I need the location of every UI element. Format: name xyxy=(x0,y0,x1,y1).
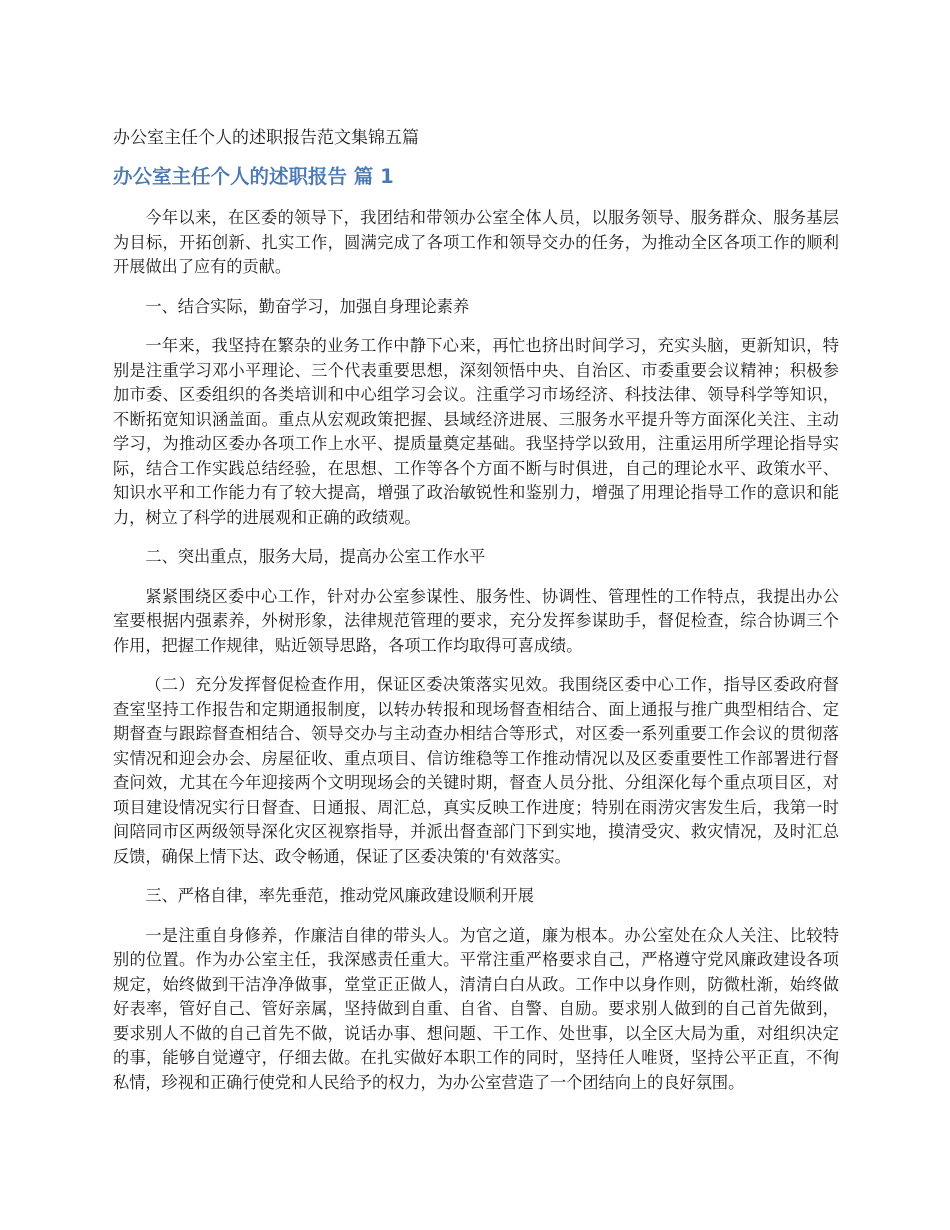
paragraph-study: 一年来，我坚持在繁杂的业务工作中静下心来，再忙也挤出时间学习，充实头脑，更新知识，特别是注重学习邓小平理论、三个代表重要思想，深刻领悟中央、自治区、市委重要会议精神；积极参加市委、区委组织的各类培训和中心组学习会议。注重学习市场经济、科技法律、领导科学等知识，不断拓宽知识涵盖面。重点从宏观政策把握、县域经济进展、三服务水平提升等方面深化关注、主动学习，为推动区委办各项工作上水平、提质量奠定基础。我坚持学以致用，注重运用所学理论指导实际，结合工作实践总结经验，在思想、工作等各个方面不断与时俱进，自己的理论水平、政策水平、知识水平和工作能力有了较大提高，增强了政治敏锐性和鉴别力，增强了用理论指导工作的意识和能力，树立了科学的进展观和正确的政绩观。 xyxy=(113,336,839,527)
paragraph-section-2-heading: 二、突出重点，服务大局，提高办公室工作水平 xyxy=(145,547,486,566)
paragraph-section-3-heading: 三、严格自律，率先垂范，推动党风廉政建设顺利开展 xyxy=(145,886,534,905)
paragraph-self-discipline: 一是注重自身修养，作廉洁自律的带头人。为官之道，廉为根本。办公室处在众人关注、比较特别的位置。作为办公室主任，我深感责任重大。平常注重严格要求自己，严格遵守党风廉政建设各项规定，始终做到干洁净净做事，堂堂正正做人，清清白白从政。工作中以身作则，防微杜渐，始终做好表率，管好自己、管好亲属，坚持做到自重、自省、自警、自励。要求别人做到的自己首先做到，要求别人不做的自己首先不做，说话办事、想问题、干工作、处世事，以全区大局为重，对组织决定的事，能够自觉遵守，仔细去做。在扎实做好本职工作的同时，坚持任人唯贤，坚持公平正直，不徇私情，珍视和正确行使党和人民给予的权力，为办公室营造了一个团结向上的良好氛围。 xyxy=(113,925,839,1092)
document-body xyxy=(113,206,839,1110)
section-heading: 办公室主任个人的述职报告 篇 1 xyxy=(113,165,394,188)
paragraph-central-work: 紧紧围绕区委中心工作，针对办公室参谋性、服务性、协调性、管理性的工作特点，我提出办公室要根据内强素养，外树形象，法律规范管理的要求，充分发挥参谋助手，督促检查，综合协调三个作用，把握工作规律，贴近领导思路，各项工作均取得可喜成绩。 xyxy=(113,586,839,655)
paragraph-supervision: （二）充分发挥督促检查作用，保证区委决策落实见效。我围绕区委中心工作，指导区委政府督查室坚持工作报告和定期通报制度，以转办转报和现场督查相结合、面上通报与推广典型相结合、定期督查与跟踪督查相结合、领导交办与主动查办相结合等形式，对区委一系列重要工作会议的贯彻落实情况和迎会办会、房屋征收、重点项目、信访维稳等工作推动情况以及区委重要性工作部署进行督查问效，尤其在今年迎接两个文明现场会的关键时期，督查人员分批、分组深化每个重点项目区，对项目建设情况实行日督查、日通报、周汇总，真实反映工作进度；特别在雨涝灾害发生后，我第一时间陪同市区两级领导深化灾区视察指导，并派出督查部门下到实地，摸清受灾、救灾情况，及时汇总反馈，确保上情下达、政令畅通，保证了区委决策的'有效落实。 xyxy=(113,675,839,866)
document-title: 办公室主任个人的述职报告范文集锦五篇 xyxy=(113,128,419,148)
paragraph-section-1-heading: 一、结合实际，勤奋学习，加强自身理论素养 xyxy=(145,296,470,316)
paragraph-intro: 今年以来，在区委的领导下，我团结和带领办公室全体人员，以服务领导、服务群众、服务基层为目标，开拓创新、扎实工作，圆满完成了各项工作和领导交办的任务，为推动全区各项工作的顺利开展做出了应有的贡献。 xyxy=(113,208,839,276)
